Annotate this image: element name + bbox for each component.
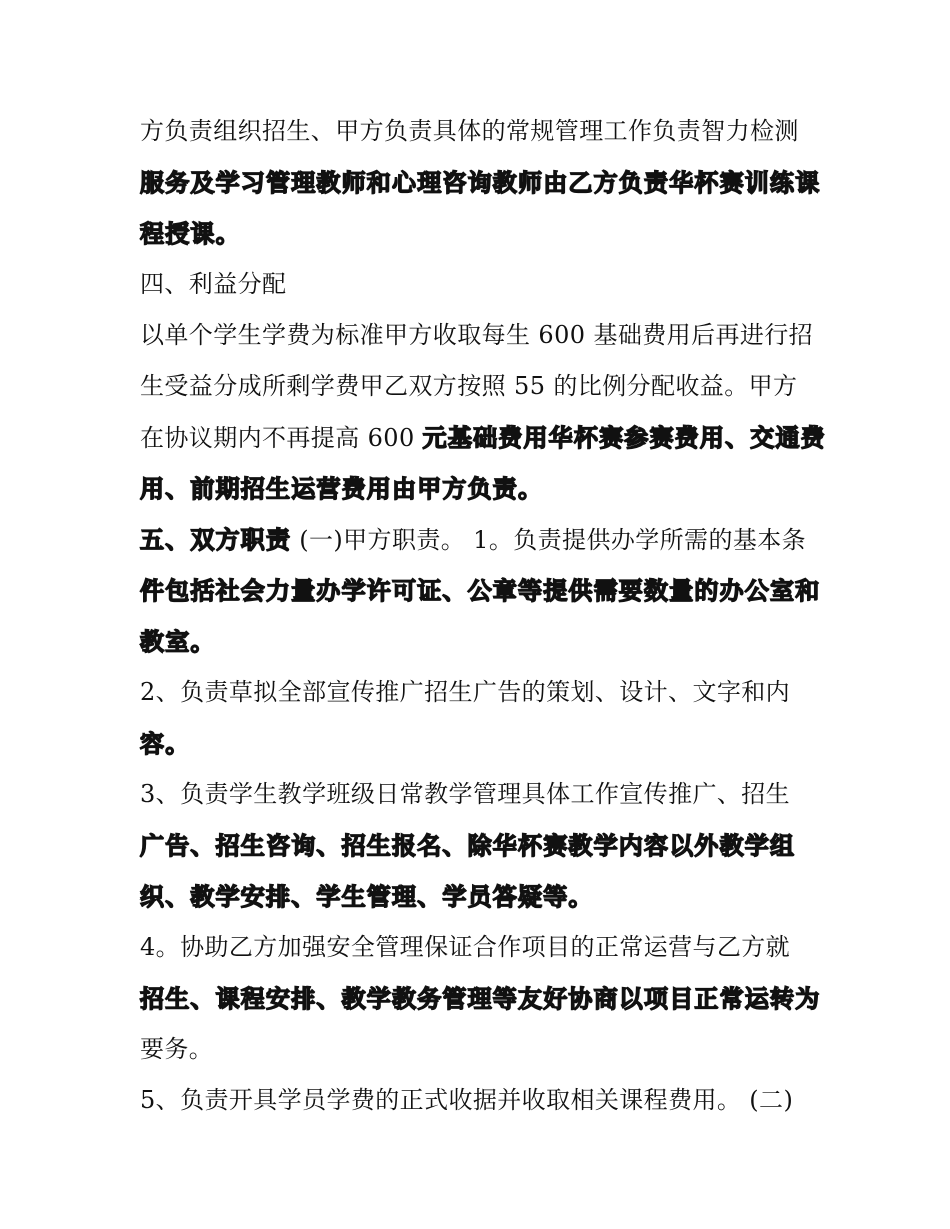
text-line — [140, 310, 820, 361]
outlined-text-segment: 织、教学安排、学生管理、学员答疑等。 — [140, 882, 594, 911]
outlined-text-segment: 服务及学习管理教师和心理咨询教师由乙方负责华杯赛训练课 — [140, 168, 821, 197]
outlined-text-segment: 广告、招生咨询、招生报名、除华杯赛教学内容以外教学组 — [140, 831, 796, 860]
outlined-text-segment: 招生、课程安排、教学教务管理等友好协商以项目正常运转为 — [140, 984, 821, 1013]
document-body — [140, 106, 826, 1126]
text-segment: 四、利益分配 — [140, 270, 287, 298]
text-line — [140, 922, 820, 973]
text-segment: 5、负责开具学员学费的正式收据并收取相关课程费用。 (二) — [140, 1086, 794, 1114]
text-line — [140, 667, 820, 718]
text-line — [140, 871, 820, 922]
text-line — [140, 514, 820, 565]
text-segment: 在协议期内不再提高 600 — [140, 424, 423, 452]
outlined-text-segment: 教室。 — [140, 627, 216, 656]
outlined-text-segment: 用、前期招生运营费用由甲方负责。 — [140, 474, 544, 503]
text-line — [140, 820, 820, 871]
text-line — [140, 973, 820, 1024]
text-segment: (一)甲方职责。 1。负责提供办学所需的基本条 — [291, 526, 807, 554]
text-line — [140, 565, 820, 616]
text-segment: 2、负责草拟全部宣传推广招生广告的策划、设计、文字和内 — [140, 678, 791, 706]
text-line — [140, 412, 826, 463]
text-line — [140, 106, 820, 157]
text-line — [140, 616, 820, 667]
text-line — [140, 157, 820, 208]
outlined-text-segment: 元基础费用华杯赛参赛费用、交通费 — [422, 423, 826, 452]
text-line — [140, 1075, 820, 1126]
text-segment: 方负责组织招生、甲方负责具体的常规管理工作负责智力检测 — [140, 117, 799, 145]
text-line — [140, 463, 820, 514]
text-line — [140, 718, 820, 769]
outlined-text-segment: 五、双方职责 — [140, 525, 292, 554]
text-segment: 3、负责学生教学班级日常教学管理具体工作宣传推广、招生 — [140, 780, 791, 808]
text-segment: 生受益分成所剩学费甲乙双方按照 55 的比例分配收益。甲方 — [140, 372, 798, 400]
outlined-text-segment: 容。 — [140, 729, 191, 758]
text-line — [140, 361, 820, 412]
text-line — [140, 208, 820, 259]
text-segment: 4。协助乙方加强安全管理保证合作项目的正常运营与乙方就 — [140, 933, 791, 961]
text-segment: 要务。 — [140, 1035, 214, 1063]
text-line — [140, 1024, 820, 1075]
outlined-text-segment: 程授课。 — [140, 219, 241, 248]
text-segment: 以单个学生学费为标准甲方收取每生 600 基础费用后再进行招 — [140, 321, 814, 349]
outlined-text-segment: 件包括社会力量办学许可证、公章等提供需要数量的办公室和 — [140, 576, 821, 605]
text-line — [140, 769, 820, 820]
text-line — [140, 259, 820, 310]
